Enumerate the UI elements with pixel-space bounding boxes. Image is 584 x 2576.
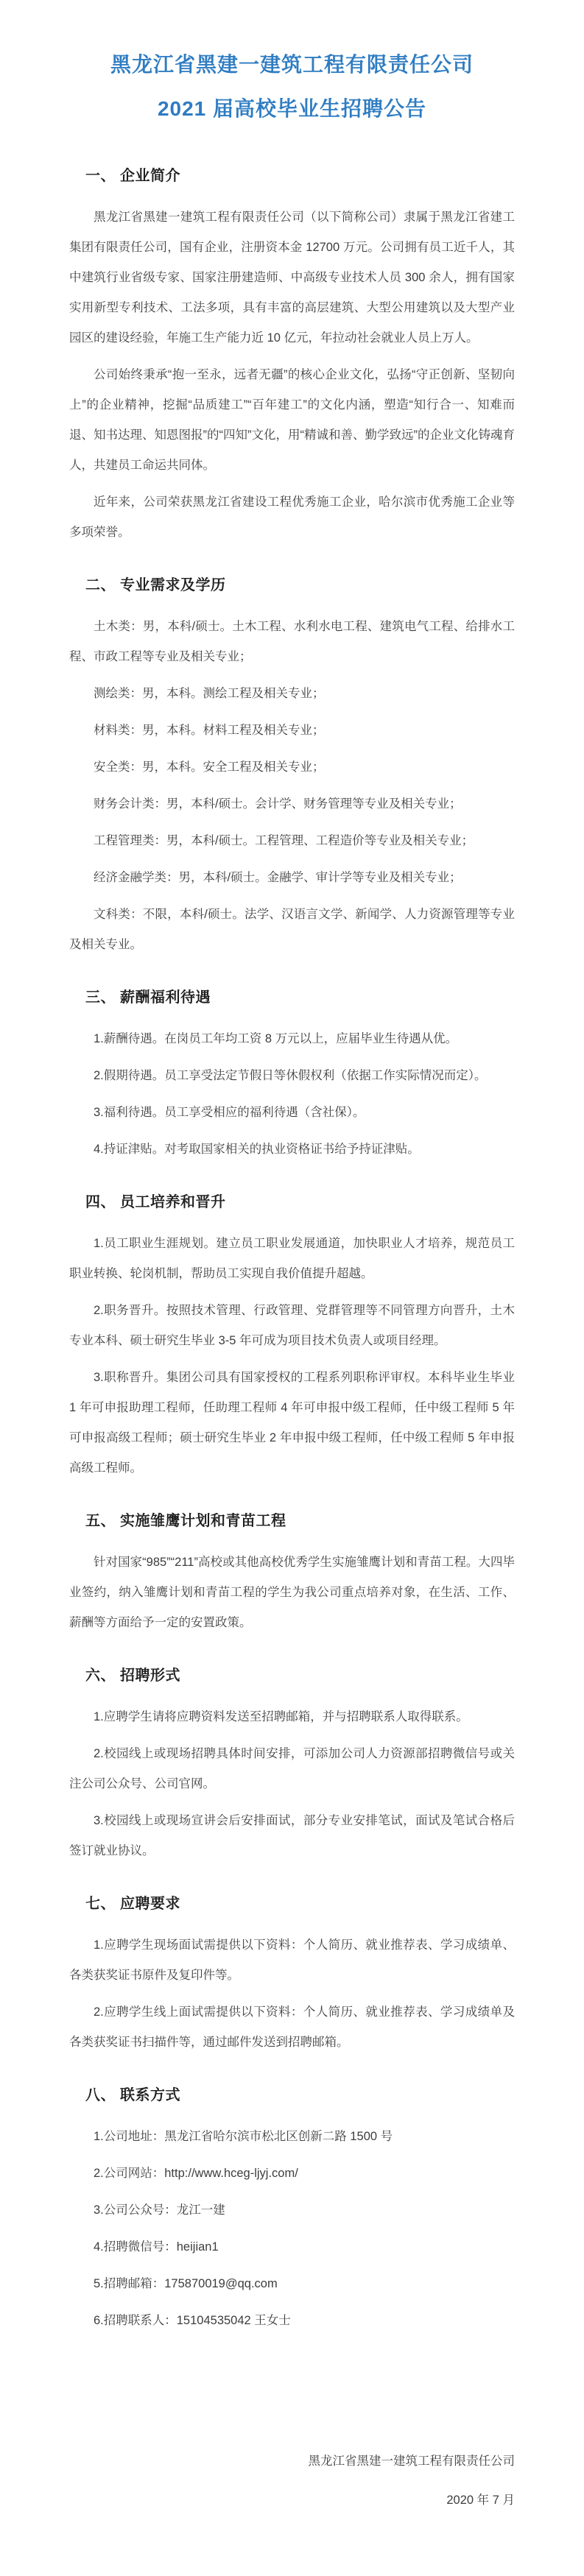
- paragraph: 1.薪酬待遇。在岗员工年均工资 8 万元以上，应届毕业生待遇从优。: [94, 1032, 458, 1046]
- contact-wechat-recruit: 4.招聘微信号：heijian1: [94, 2240, 219, 2254]
- section-salary-benefits: [69, 985, 515, 1165]
- section-recruitment-form: [69, 1663, 515, 1866]
- contact-email: 5.招聘邮箱：175870019@qq.com: [94, 2277, 278, 2291]
- paragraph: 针对国家“985”“211”高校或其他高校优秀学生实施雏鹰计划和青苗工程。大四毕业签约，纳入雏鹰计划和青苗工程的学生为我公司重点培养对象，在生活、工作、薪酬等方面给予一定的安置政策。: [69, 1556, 515, 1630]
- section-heading: 七、 应聘要求: [85, 1896, 181, 1913]
- paragraph: 2.校园线上或现场招聘具体时间安排，可添加公司人力资源部招聘微信号或关注公司公众号、公司官网。: [69, 1747, 515, 1791]
- paragraph: 近年来，公司荣获黑龙江省建设工程优秀施工企业，哈尔滨市优秀施工企业等多项荣誉。: [69, 495, 515, 540]
- contact-person: 6.招聘联系人：15104535042 王女士: [94, 2314, 291, 2328]
- section-eagle-plan: [69, 1508, 515, 1638]
- paragraph: 2.应聘学生线上面试需提供以下资料：个人简历、就业推荐表、学习成绩单及各类获奖证书扫描件等，通过邮件发送到招聘邮箱。: [69, 2005, 515, 2050]
- paragraph: 财务会计类：男，本科/硕士。会计学、财务管理等专业及相关专业；: [94, 797, 462, 811]
- paragraph: 黑龙江省黑建一建筑工程有限责任公司（以下简称公司）隶属于黑龙江省建工集团有限责任公司，国有企业，注册资本金 12700 万元。公司拥有员工近千人，其中建筑行业省级专家、国家注册建造师、中高级专业技术人员 300 余人，拥有国家实用新型专利技术、工法多项，具有丰富的高层建筑、大型公用建筑以及大型产业园区的建设经验，年施工生产能力近 10 亿元，年拉动社会就业人员上万人。: [69, 211, 515, 345]
- contact-wechat-official: 3.公司公众号：龙江一建: [94, 2203, 225, 2217]
- page-title-line1: 黑龙江省黑建一建筑工程有限责任公司: [110, 53, 474, 76]
- paragraph: 2.假期待遇。员工享受法定节假日等休假权利（依据工作实际情况而定）。: [94, 1069, 487, 1083]
- contact-website: 2.公司网站：http://www.hceg-ljyj.com/: [94, 2167, 298, 2181]
- contact-address: 1.公司地址：黑龙江省哈尔滨市松北区创新二路 1500 号: [94, 2130, 393, 2144]
- paragraph: 安全类：男，本科。安全工程及相关专业；: [94, 761, 325, 774]
- section-heading: 五、 实施雏鹰计划和青苗工程: [85, 1513, 286, 1530]
- paragraph: 材料类：男，本科。材料工程及相关专业；: [94, 724, 325, 738]
- page-title-line2: 2021 届高校毕业生招聘公告: [157, 97, 427, 121]
- paragraph: 1.应聘学生请将应聘资料发送至招聘邮箱，并与招聘联系人取得联系。: [94, 1710, 468, 1724]
- section-heading: 一、 企业简介: [85, 168, 181, 185]
- section-company-profile: [69, 163, 515, 548]
- paragraph: 3.职称晋升。集团公司具有国家授权的工程系列职称评审权。本科毕业生毕业 1 年可申报助理工程师，任助理工程师 4 年可申报中级工程师，任中级工程师 5 年可申报高级工程师；硕士研究生毕业 2 年申报中级工程师，任中级工程师 5 年申报高级工程师。: [69, 1371, 515, 1475]
- section-application-requirements: [69, 1891, 515, 2058]
- paragraph: 1.员工职业生涯规划。建立员工职业发展通道，加快职业人才培养，规范员工职业转换、轮岗机制，帮助员工实现自我价值提升超越。: [69, 1237, 515, 1281]
- paragraph: 公司始终秉承“抱一至永，远者无疆”的核心企业文化，弘扬“守正创新、坚韧向上”的企业精神，挖掘“品质建工”“百年建工”的文化内涵，塑造“知行合一、知难而退、知书达理、知恩图报”的“四知”文化，用“精诚和善、勤学致远”的企业文化铸魂育人，共建员工命运共同体。: [69, 368, 515, 473]
- paragraph: 1.应聘学生现场面试需提供以下资料：个人简历、就业推荐表、学习成绩单、各类获奖证书原件及复印件等。: [69, 1938, 515, 1983]
- paragraph: 工程管理类：男，本科/硕士。工程管理、工程造价等专业及相关专业；: [94, 834, 474, 848]
- section-contact-info: [69, 2083, 515, 2336]
- paragraph: 4.持证津贴。对考取国家相关的执业资格证书给予持证津贴。: [94, 1143, 420, 1157]
- paragraph: 测绘类：男，本科。测绘工程及相关专业；: [94, 687, 325, 701]
- section-heading: 四、 员工培养和晋升: [85, 1194, 226, 1211]
- section-heading: 二、 专业需求及学历: [85, 577, 226, 594]
- section-training-promotion: [69, 1190, 515, 1483]
- paragraph: 经济金融学类：男，本科/硕士。金融学、审计学等专业及相关专业；: [94, 871, 462, 885]
- footer-date: 2020 年 7 月: [446, 2494, 515, 2508]
- section-heading: 六、 招聘形式: [85, 1668, 181, 1684]
- paragraph: 文科类：不限，本科/硕士。法学、汉语言文学、新闻学、人力资源管理等专业及相关专业。: [69, 908, 515, 952]
- section-heading: 三、 薪酬福利待遇: [85, 989, 211, 1006]
- paragraph: 3.校园线上或现场宣讲会后安排面试，部分专业安排笔试，面试及笔试合格后签订就业协议。: [69, 1814, 515, 1858]
- paragraph: 土木类：男，本科/硕士。土木工程、水利水电工程、建筑电气工程、给排水工程、市政工程等专业及相关专业；: [69, 620, 515, 664]
- section-heading: 八、 联系方式: [85, 2087, 181, 2104]
- paragraph: 2.职务晋升。按照技术管理、行政管理、党群管理等不同管理方向晋升，土木专业本科、硕士研究生毕业 3-5 年可成为项目技术负责人或项目经理。: [69, 1304, 515, 1348]
- paragraph: 3.福利待遇。员工享受相应的福利待遇（含社保）。: [94, 1106, 365, 1120]
- document-title-block: [69, 53, 515, 121]
- footer-company: 黑龙江省黑建一建筑工程有限责任公司: [308, 2455, 515, 2469]
- document-footer: [69, 2446, 515, 2516]
- section-major-requirements: [69, 573, 515, 960]
